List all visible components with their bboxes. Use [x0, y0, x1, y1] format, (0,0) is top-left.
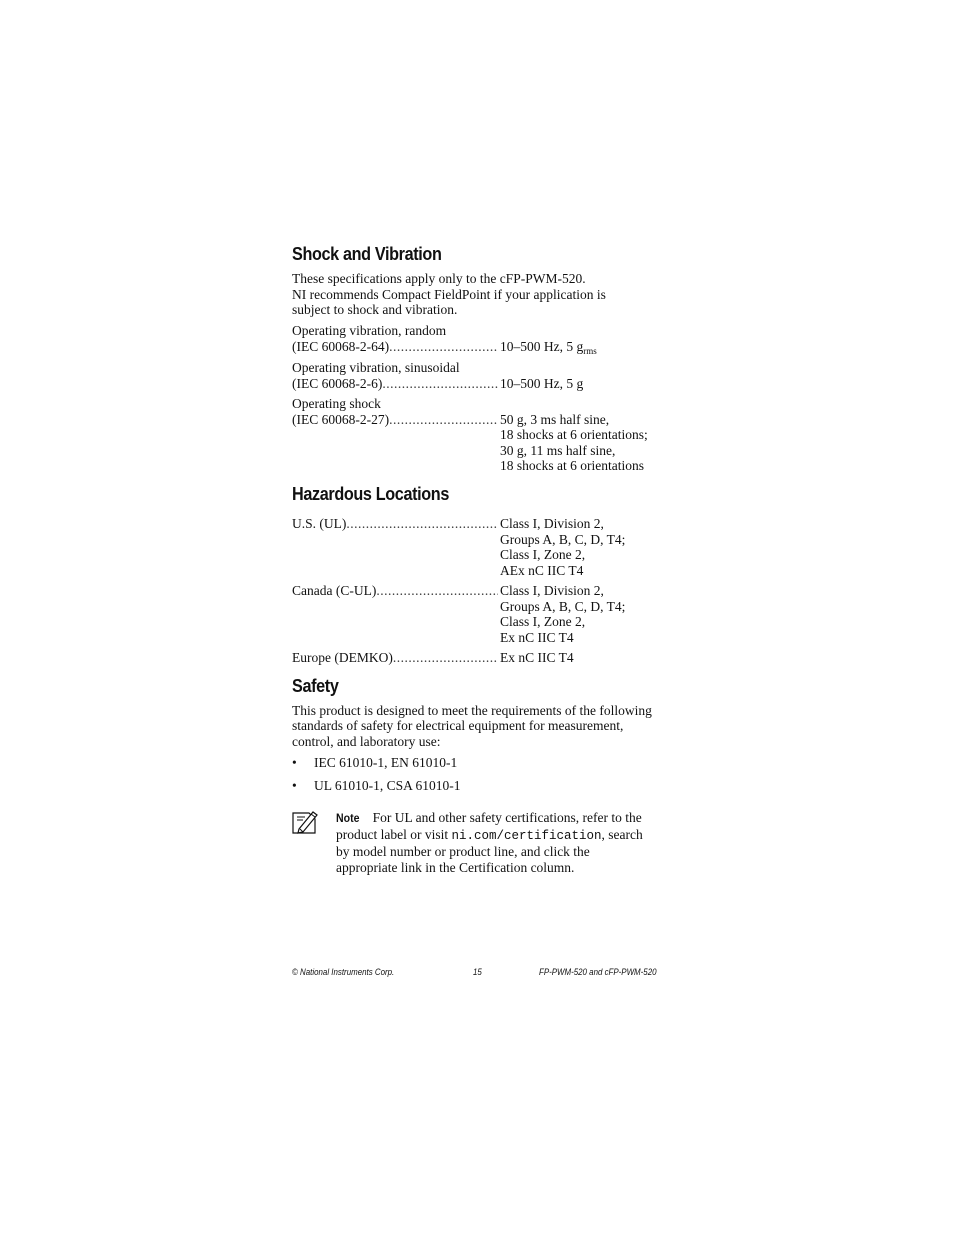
spec-label: (IEC 60068-2-27): [292, 411, 390, 427]
spec-value: Ex nC IIC T4: [500, 650, 574, 665]
spec-row-sinusoidal-vibration: [292, 360, 664, 391]
bullet-icon: •: [292, 778, 297, 793]
spec-label: (IEC 60068-2-6): [292, 375, 383, 391]
safety-intro-2: standards of safety for electrical equipment for measurement,: [292, 718, 624, 733]
spec-label-top: Operating vibration, random: [292, 323, 447, 338]
footer-copyright: © National Instruments Corp.: [292, 967, 395, 977]
spec-label: U.S. (UL): [292, 516, 347, 531]
safety-intro-1: This product is designed to meet the requirements of the following: [292, 703, 652, 718]
section-heading-shock: Shock and Vibration: [292, 244, 442, 264]
certification-link[interactable]: ni.com/certification: [451, 828, 602, 843]
spec-value: 50 g, 3 ms half sine, 18 shocks at 6 orientations; 30 g, 11 ms half sine, 18 shocks at 6 orientations: [500, 411, 648, 473]
shock-intro-3: subject to shock and vibration.: [292, 302, 458, 317]
spec-row-random-vibration: [292, 323, 664, 354]
spec-value: 10–500 Hz, 5 g: [500, 375, 584, 391]
spec-value: Class I, Division 2, Groups A, B, C, D, T4; Class I, Zone 2, Ex nC IIC T4: [500, 583, 626, 645]
footer-product: FP-PWM-520 and cFP-PWM-520: [539, 967, 657, 977]
spec-label: Canada (C-UL): [292, 583, 377, 598]
shock-intro-1: These specifications apply only to the cFP-PWM-520.: [292, 271, 586, 286]
dot-leader: [346, 516, 498, 532]
spec-label: (IEC 60068-2-64): [292, 338, 390, 354]
dot-leader: [389, 339, 498, 355]
spec-label-top: Operating vibration, sinusoidal: [292, 360, 460, 375]
spec-row-canada-cul: [292, 583, 664, 645]
spec-row-us-ul: [292, 516, 664, 578]
spec-label: Europe (DEMKO): [292, 650, 393, 665]
section-heading-safety: Safety: [292, 676, 339, 696]
spec-value: 10–500 Hz, 5 $g_{rms}$: [500, 338, 597, 356]
shock-intro-2: NI recommends Compact FieldPoint if your application is: [292, 287, 606, 302]
spec-row-operating-shock: [292, 396, 664, 473]
note-label: Note: [336, 811, 360, 825]
note-pencil-icon: [291, 809, 319, 837]
dot-leader: [382, 376, 498, 392]
spec-label-top: Operating shock: [292, 396, 381, 411]
section-heading-hazardous: Hazardous Locations: [292, 484, 449, 504]
spec-row-europe-demko: [292, 650, 664, 666]
dot-leader: [393, 650, 498, 666]
bullet-icon: •: [292, 755, 297, 770]
safety-intro-3: control, and laboratory use:: [292, 734, 441, 749]
dot-leader: [376, 583, 498, 599]
note-block: Note For UL and other safety certifications, refer to the product label or visit ni.com/certification, search by model number or product line, and click the appropriate link in the Certification column.: [336, 810, 643, 875]
footer-page-number: 15: [473, 967, 482, 977]
dot-leader: [389, 412, 498, 428]
spec-value: Class I, Division 2, Groups A, B, C, D, T4; Class I, Zone 2, AEx nC IIC T4: [500, 516, 626, 578]
